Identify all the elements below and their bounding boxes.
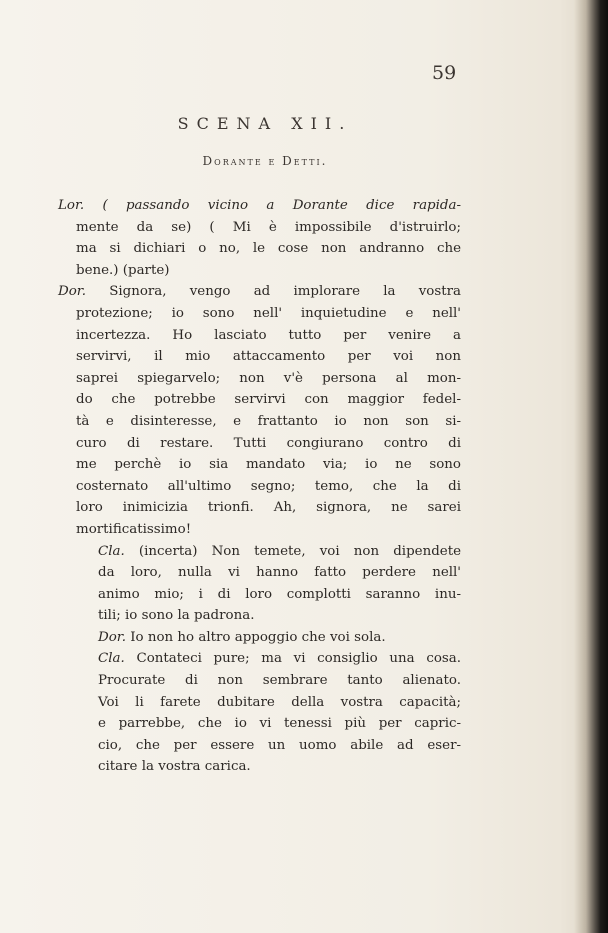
line-text: Voi li farete dubitare della vostra capacità;	[98, 694, 461, 710]
line-text: ( passando vicino a Dorante dice rapida-	[102, 198, 461, 213]
scene-characters: Dorante e Detti.	[202, 154, 328, 168]
line-text: Io non ho altro appoggio che voi sola.	[130, 629, 386, 645]
line-text: Contateci pure; ma vi consiglio una cosa.	[136, 651, 461, 667]
text-line	[76, 735, 461, 757]
text-line	[76, 346, 461, 368]
text-line	[58, 195, 461, 217]
line-text: loro inimicizia trionfi. Ah, signora, ne sarei	[76, 500, 461, 516]
text-line	[76, 389, 461, 411]
speaker-label: Cla.	[98, 651, 137, 667]
text-line	[76, 584, 461, 606]
line-text: citare la vostra carica.	[98, 759, 251, 775]
scene-title: SCENA XII.	[177, 114, 353, 133]
line-text: ma si dichiari o no, le cose non andranno che	[76, 241, 461, 257]
line-text: mortificatissimo!	[76, 521, 192, 537]
line-text: tà e disinteresse, e frattanto io non son si-	[76, 413, 461, 429]
line-text: tili; io sono la padrona.	[98, 608, 255, 624]
book-gutter-shadow	[574, 0, 608, 933]
line-text: protezione; io sono nell' inquietudine e nell'	[76, 305, 461, 321]
speaker-label: Cla.	[98, 543, 139, 559]
line-text: Procurate di non sembrare tanto alienato.	[98, 673, 461, 689]
line-text: mente da se) ( Mi è impossibile d'istruirlo;	[76, 219, 461, 235]
text-line	[76, 411, 461, 433]
dialogue-text	[58, 195, 461, 778]
line-text: da loro, nulla vi hanno fatto perdere nell'	[98, 565, 461, 581]
speaker-label: Dor.	[58, 284, 110, 300]
text-line	[76, 648, 461, 670]
line-text: (incerta) Non temete, voi non dipendete	[138, 543, 461, 559]
text-line	[76, 325, 461, 347]
text-line	[76, 756, 461, 778]
text-line	[76, 217, 461, 239]
text-line	[76, 368, 461, 390]
text-line	[76, 541, 461, 563]
text-line	[76, 713, 461, 735]
line-text: servirvi, il mio attaccamento per voi non	[76, 349, 461, 365]
text-line	[76, 692, 461, 714]
text-line	[76, 260, 461, 282]
text-line	[76, 238, 461, 260]
line-text: do che potrebbe servirvi con maggior fedel-	[76, 392, 461, 408]
text-line	[76, 519, 461, 541]
page-number: 59	[432, 62, 457, 84]
text-line	[76, 605, 461, 627]
line-text: Signora, vengo ad implorare la vostra	[109, 284, 461, 300]
line-text: costernato all'ultimo segno; temo, che la di	[76, 478, 461, 494]
text-line	[76, 497, 461, 519]
text-line	[76, 303, 461, 325]
text-line	[76, 433, 461, 455]
text-line	[58, 281, 461, 303]
text-line	[76, 627, 461, 649]
line-text: curo di restare. Tutti congiurano contro di	[76, 435, 461, 451]
text-line	[76, 562, 461, 584]
line-text: animo mio; i di loro complotti saranno inu-	[98, 586, 461, 602]
line-text: incertezza. Ho lasciato tutto per venire a	[76, 327, 461, 343]
line-text: cio, che per essere un uomo abile ad eser-	[98, 737, 461, 753]
text-line	[76, 670, 461, 692]
line-text: e parrebbe, che io vi tenessi più per capric-	[98, 716, 461, 732]
speaker-label: Lor.	[58, 198, 103, 213]
text-line	[76, 476, 461, 498]
speaker-label: Dor.	[98, 629, 131, 645]
line-text: bene.) (parte)	[76, 262, 170, 278]
line-text: saprei spiegarvelo; non v'è persona al mon-	[76, 370, 461, 386]
text-line	[76, 454, 461, 476]
line-text: me perchè io sia mandato via; io ne sono	[76, 457, 461, 473]
